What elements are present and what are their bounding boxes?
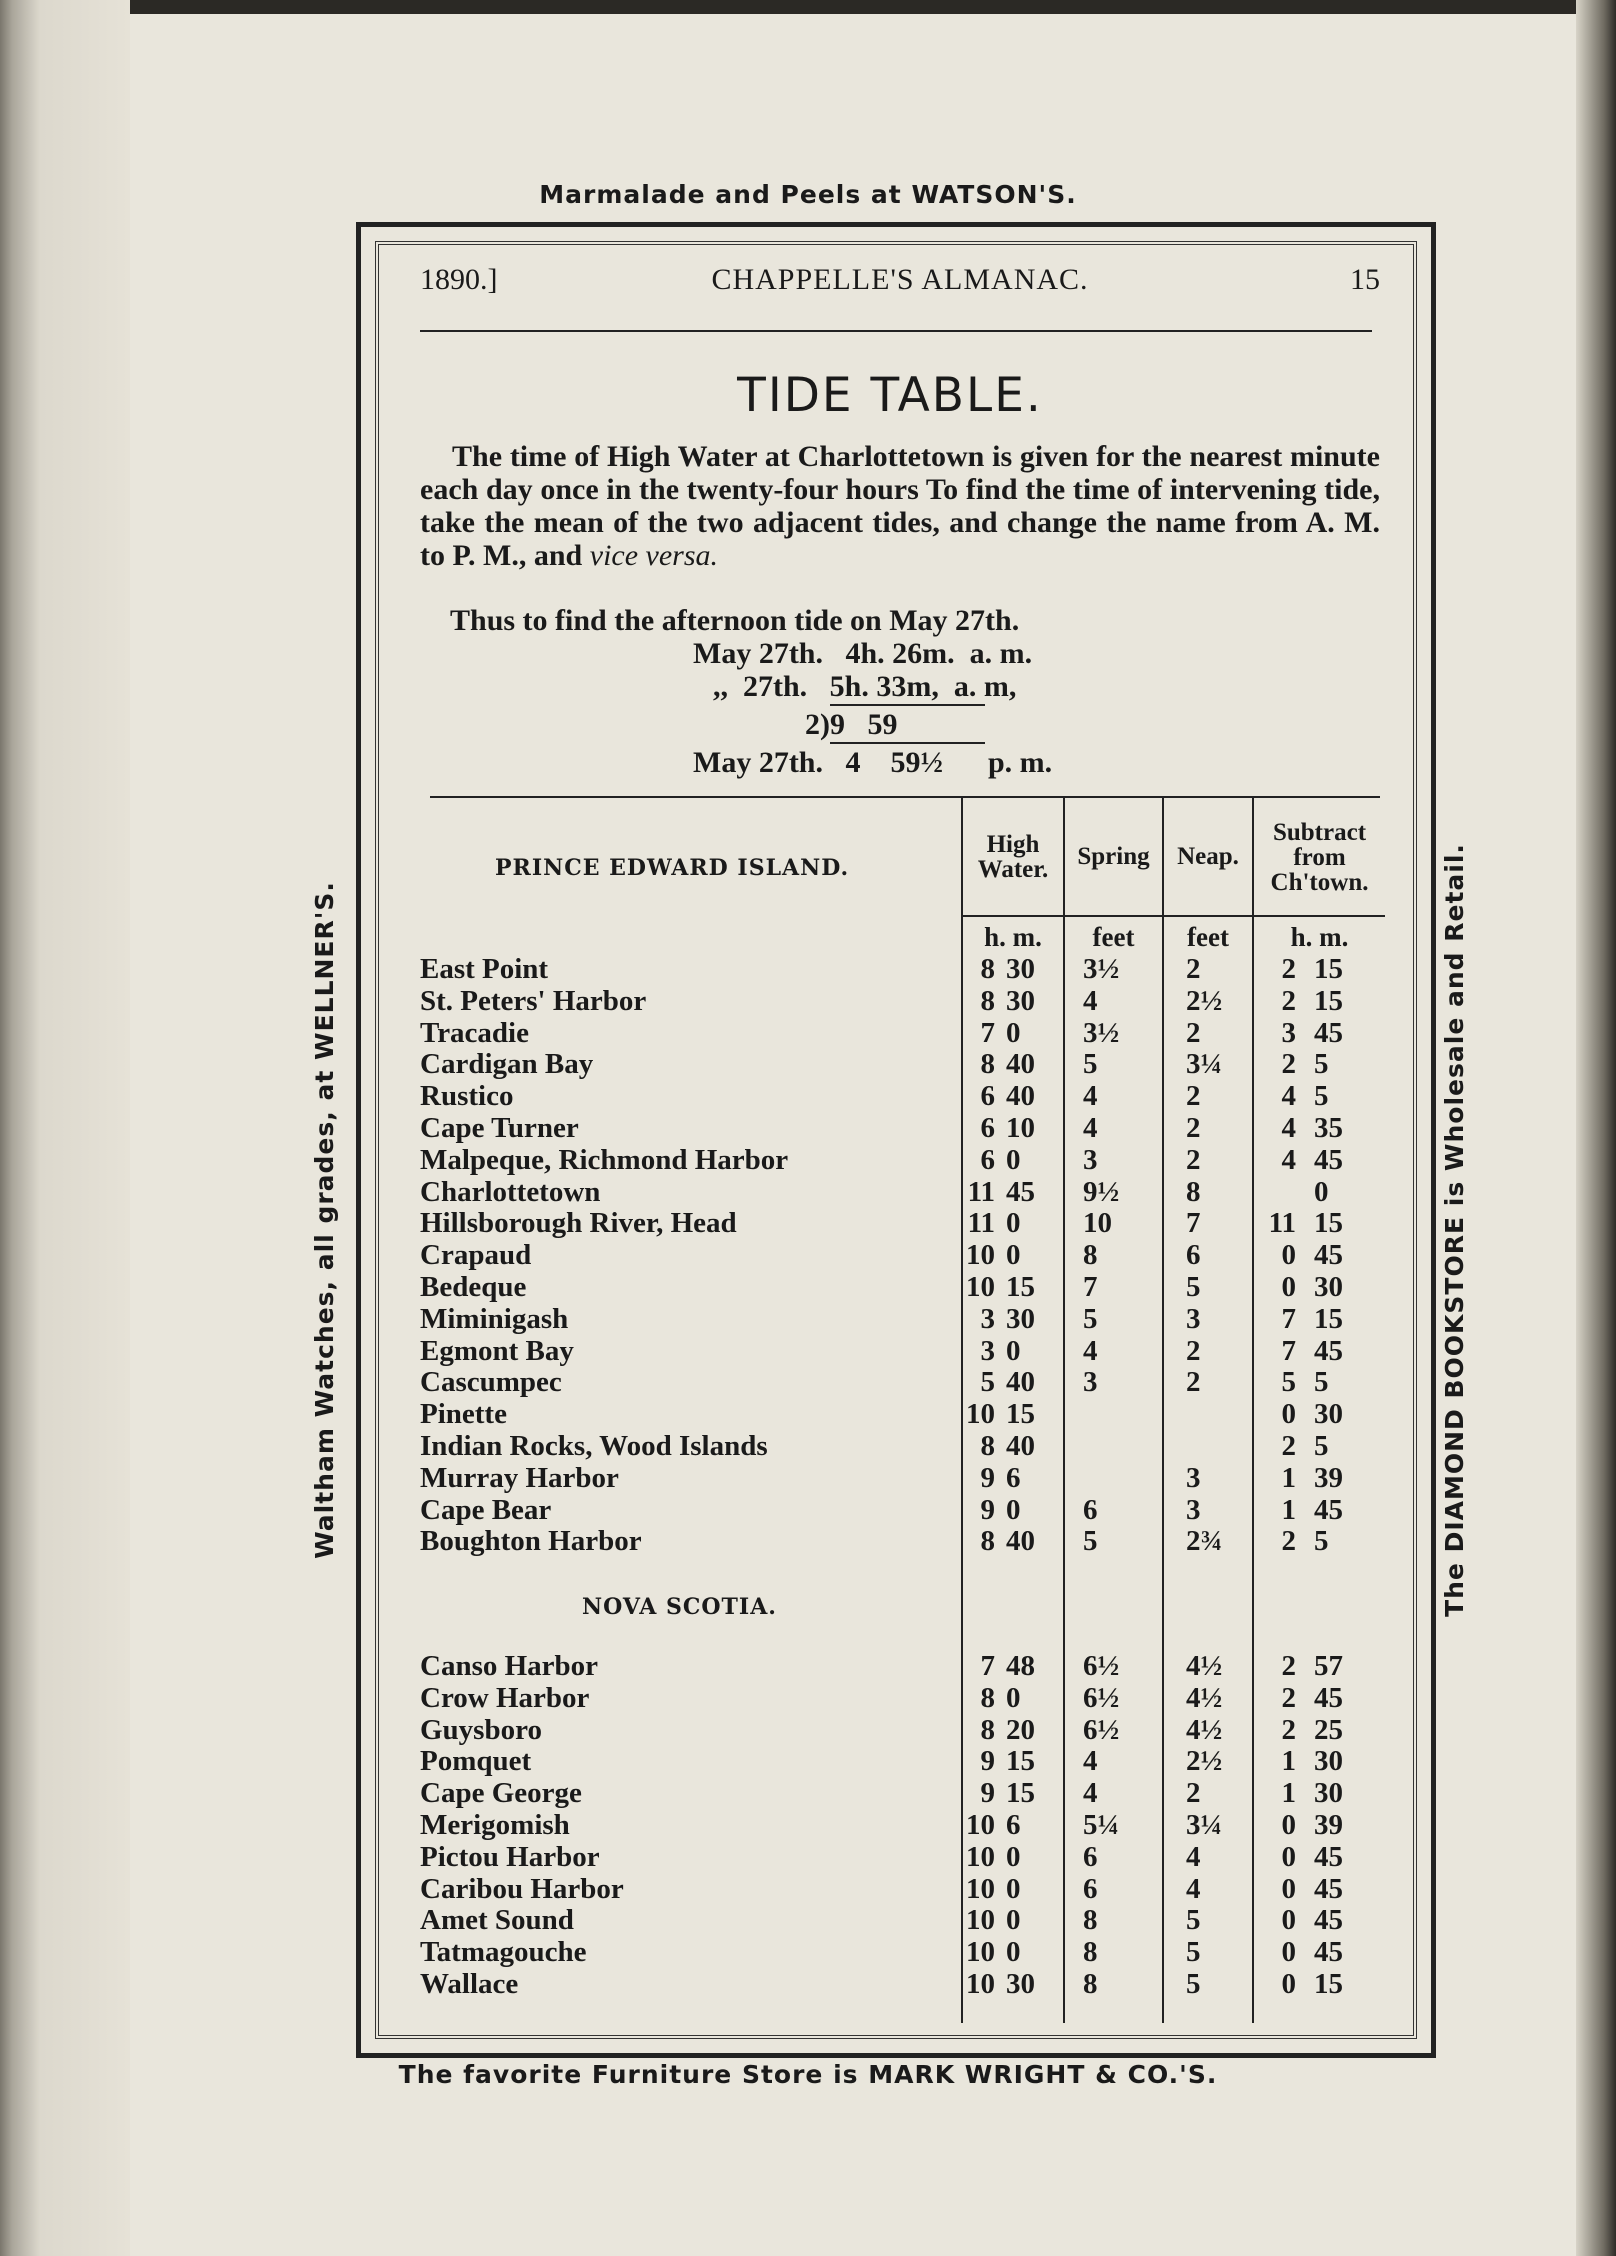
spring-feet: 4	[1083, 984, 1098, 1017]
col-header-high-water-1: High	[986, 831, 1040, 858]
high-water-hours: 8	[980, 1048, 995, 1081]
subtract-minutes: 15	[1314, 1207, 1343, 1240]
neap-feet: 2	[1186, 953, 1201, 985]
subtract-hours: 11	[1268, 1207, 1296, 1240]
place-name: Tracadie	[420, 1016, 529, 1049]
spring-feet: 6	[1083, 1840, 1098, 1873]
high-water-hours: 9	[980, 1745, 995, 1778]
subtract-hours: 1	[1281, 1493, 1296, 1526]
subtract-minutes: 30	[1314, 1271, 1343, 1303]
subtract-hours: 0	[1281, 1936, 1296, 1969]
subtract-minutes: 0	[1314, 1175, 1329, 1208]
place-name: Rustico	[420, 1080, 514, 1113]
running-head	[420, 263, 1380, 303]
high-water-minutes: 15	[1006, 1777, 1035, 1810]
spring-feet: 7	[1083, 1271, 1098, 1303]
table-row	[420, 1904, 1385, 1936]
subtract-minutes: 15	[1314, 1968, 1343, 2000]
place-name: Hillsborough River, Head	[420, 1207, 737, 1240]
high-water-minutes: 48	[1006, 1650, 1035, 1682]
high-water-hours: 7	[980, 1016, 995, 1049]
table-row	[420, 1335, 1385, 1367]
subtract-minutes: 45	[1314, 1681, 1343, 1714]
neap-feet: 4	[1186, 1840, 1201, 1873]
high-water-minutes: 0	[1006, 1681, 1021, 1714]
high-water-hours: 9	[980, 1777, 995, 1810]
high-water-minutes: 30	[1006, 1302, 1035, 1335]
ad-bottom: The favorite Furniture Store is MARK WRIGHT & CO.'S.	[398, 2060, 1218, 2089]
neap-feet: 4½	[1186, 1650, 1223, 1682]
table-row	[420, 1809, 1385, 1841]
table-row	[420, 1303, 1385, 1335]
table-row	[420, 1873, 1385, 1905]
subtract-minutes: 5	[1314, 1366, 1329, 1399]
subtract-minutes: 30	[1314, 1398, 1343, 1431]
subtract-minutes: 15	[1314, 1302, 1343, 1335]
table-row	[420, 1048, 1385, 1080]
neap-feet: 2	[1186, 1366, 1201, 1399]
binding-gutter	[0, 0, 130, 2256]
subtract-minutes: 45	[1314, 1334, 1343, 1367]
page-edge-right	[1576, 0, 1616, 2256]
high-water-minutes: 15	[1006, 1271, 1035, 1303]
high-water-minutes: 40	[1006, 1525, 1035, 1558]
subtract-minutes: 45	[1314, 1840, 1343, 1873]
high-water-hours: 10	[966, 1872, 995, 1905]
subtract-hours: 3	[1281, 1016, 1296, 1049]
high-water-hours: 10	[966, 1809, 995, 1841]
subtract-minutes: 15	[1314, 984, 1343, 1017]
page-title: TIDE TABLE.	[737, 368, 1043, 423]
place-name: Canso Harbor	[420, 1650, 599, 1682]
table-row	[420, 1714, 1385, 1746]
high-water-minutes: 0	[1006, 1334, 1021, 1367]
table-row	[420, 1494, 1385, 1526]
subtract-minutes: 45	[1314, 1872, 1343, 1905]
subtract-hours: 7	[1281, 1302, 1296, 1335]
high-water-minutes: 0	[1006, 1239, 1021, 1272]
high-water-hours: 10	[966, 1904, 995, 1937]
subtract-minutes: 5	[1314, 1080, 1329, 1113]
col-header-subtract-3: Ch'town.	[1270, 869, 1369, 896]
high-water-minutes: 40	[1006, 1080, 1035, 1113]
unit-spring: feet	[1092, 922, 1135, 952]
table-row	[420, 1462, 1385, 1494]
high-water-hours: 8	[980, 1525, 995, 1558]
neap-feet: 2	[1186, 1777, 1201, 1810]
ad-right: The DIAMOND BOOKSTORE is Wholesale and Retail.	[1440, 843, 1469, 1617]
table-row	[420, 1017, 1385, 1049]
neap-feet: 2½	[1186, 1745, 1223, 1778]
subtract-hours: 2	[1281, 984, 1296, 1017]
spring-feet: 4	[1083, 1745, 1098, 1778]
high-water-hours: 10	[966, 1936, 995, 1969]
spring-feet: 9½	[1083, 1175, 1120, 1208]
high-water-minutes: 0	[1006, 1493, 1021, 1526]
running-head-title: CHAPPELLE'S ALMANAC.	[711, 263, 1089, 296]
table-row	[420, 1239, 1385, 1271]
place-name: Murray Harbor	[420, 1461, 619, 1494]
high-water-minutes: 15	[1006, 1745, 1035, 1778]
neap-feet: 5	[1186, 1968, 1201, 2000]
spring-feet: 5	[1083, 1302, 1098, 1335]
high-water-minutes: 40	[1006, 1430, 1035, 1462]
place-name: East Point	[420, 953, 549, 985]
example-divide-rule	[830, 742, 985, 744]
table-row	[420, 953, 1385, 985]
spring-feet: 4	[1083, 1777, 1098, 1810]
col-header-high-water	[963, 832, 1063, 882]
subtract-minutes: 45	[1314, 1239, 1343, 1272]
table-row	[420, 1777, 1385, 1809]
high-water-hours: 3	[980, 1302, 995, 1335]
place-name: Bedeque	[420, 1271, 527, 1303]
high-water-minutes: 0	[1006, 1016, 1021, 1049]
neap-feet: 2½	[1186, 984, 1223, 1017]
table-row	[420, 1841, 1385, 1873]
spring-feet: 8	[1083, 1239, 1098, 1272]
subtract-hours: 7	[1281, 1334, 1296, 1367]
neap-feet: 4	[1186, 1872, 1201, 1905]
col-header-subtract-2: from	[1293, 844, 1346, 871]
high-water-minutes: 20	[1006, 1713, 1035, 1746]
neap-feet: 2	[1186, 1112, 1201, 1144]
subtract-hours: 0	[1281, 1809, 1296, 1841]
subtract-hours: 1	[1281, 1745, 1296, 1778]
high-water-hours: 10	[966, 1398, 995, 1431]
subtract-minutes: 35	[1314, 1112, 1343, 1144]
place-name: St. Peters' Harbor	[420, 984, 647, 1017]
subtract-hours: 4	[1281, 1112, 1296, 1144]
place-name: Cape Bear	[420, 1493, 552, 1526]
tide-table	[420, 798, 1385, 2023]
high-water-minutes: 0	[1006, 1840, 1021, 1873]
high-water-minutes: 30	[1006, 984, 1035, 1017]
spring-feet: 8	[1083, 1968, 1098, 2000]
subtract-hours: 2	[1281, 1713, 1296, 1746]
neap-feet: 7	[1186, 1207, 1201, 1240]
page-edge-top	[0, 0, 1616, 14]
high-water-hours: 11	[967, 1175, 995, 1208]
table-row	[420, 1682, 1385, 1714]
subtract-hours: 4	[1281, 1143, 1296, 1176]
subtract-minutes: 30	[1314, 1777, 1343, 1810]
place-name: Crapaud	[420, 1239, 532, 1272]
place-name: Cape Turner	[420, 1112, 579, 1144]
high-water-hours: 8	[980, 1713, 995, 1746]
table-row	[420, 1366, 1385, 1398]
spring-feet: 4	[1083, 1334, 1098, 1367]
high-water-hours: 3	[980, 1334, 995, 1367]
intro-text: The time of High Water at Charlottetown is given for the nearest minute each day once in the twenty-four hours To find the time of intervening tide, take the mean of the two adjacent tides, and change the name from A. M. to P. M., and	[420, 440, 1380, 572]
neap-feet: 3	[1186, 1493, 1201, 1526]
table-row	[420, 1968, 1385, 2000]
col-header-neap: Neap.	[1177, 843, 1239, 870]
high-water-hours: 6	[980, 1112, 995, 1144]
high-water-minutes: 15	[1006, 1398, 1035, 1431]
subtract-hours: 2	[1281, 1650, 1296, 1682]
subtract-hours: 2	[1281, 953, 1296, 985]
table-row	[420, 1144, 1385, 1176]
neap-feet: 6	[1186, 1239, 1201, 1272]
high-water-hours: 8	[980, 1430, 995, 1462]
table-row	[420, 985, 1385, 1017]
subtract-minutes: 45	[1314, 1904, 1343, 1937]
spring-feet: 8	[1083, 1936, 1098, 1969]
table-row	[420, 1936, 1385, 1968]
table-row	[420, 1271, 1385, 1303]
spring-feet: 4	[1083, 1080, 1098, 1113]
spring-feet: 8	[1083, 1904, 1098, 1937]
neap-feet: 2	[1186, 1143, 1201, 1176]
subtract-hours: 0	[1281, 1968, 1296, 2000]
high-water-minutes: 0	[1006, 1904, 1021, 1937]
subtract-hours: 0	[1281, 1872, 1296, 1905]
high-water-minutes: 6	[1006, 1809, 1021, 1841]
subtract-minutes: 39	[1314, 1809, 1343, 1841]
table-row	[420, 1112, 1385, 1144]
spring-feet: 6½	[1083, 1650, 1120, 1682]
running-head-year: 1890.]	[420, 263, 498, 296]
high-water-minutes: 40	[1006, 1048, 1035, 1081]
ad-left: Waltham Watches, all grades, at WELLNER'S.	[310, 881, 339, 1559]
table-row	[420, 1430, 1385, 1462]
subtract-minutes: 5	[1314, 1430, 1329, 1462]
table-row	[420, 1650, 1385, 1682]
high-water-hours: 11	[967, 1207, 995, 1240]
place-name: Crow Harbor	[420, 1681, 590, 1714]
spring-feet: 6½	[1083, 1713, 1120, 1746]
high-water-hours: 10	[966, 1271, 995, 1303]
subtract-minutes: 45	[1314, 1493, 1343, 1526]
neap-feet: 8	[1186, 1175, 1201, 1208]
subtract-minutes: 57	[1314, 1650, 1343, 1682]
high-water-hours: 8	[980, 953, 995, 985]
neap-feet: 3¼	[1186, 1048, 1223, 1081]
unit-subtract: h. m.	[1290, 922, 1349, 952]
place-name: Tatmagouche	[420, 1936, 587, 1969]
subtract-hours: 0	[1281, 1840, 1296, 1873]
table-row	[420, 1080, 1385, 1112]
high-water-hours: 5	[980, 1366, 995, 1399]
neap-feet: 5	[1186, 1904, 1201, 1937]
subtract-hours: 1	[1281, 1777, 1296, 1810]
neap-feet: 2	[1186, 1016, 1201, 1049]
place-name: Boughton Harbor	[420, 1525, 642, 1558]
spring-feet: 6½	[1083, 1681, 1120, 1714]
high-water-hours: 9	[980, 1493, 995, 1526]
place-name: Cape George	[420, 1777, 582, 1810]
neap-feet: 5	[1186, 1271, 1201, 1303]
subtract-minutes: 30	[1314, 1745, 1343, 1778]
col-header-subtract	[1254, 820, 1385, 895]
high-water-hours: 6	[980, 1143, 995, 1176]
table-row	[420, 1525, 1385, 1557]
place-name: Miminigash	[420, 1302, 569, 1335]
spring-feet: 10	[1083, 1207, 1112, 1240]
spring-feet: 6	[1083, 1493, 1098, 1526]
subtract-hours: 0	[1281, 1271, 1296, 1303]
high-water-minutes: 30	[1006, 1968, 1035, 2000]
high-water-minutes: 45	[1006, 1175, 1035, 1208]
subtract-hours: 0	[1281, 1904, 1296, 1937]
subtract-hours: 0	[1281, 1239, 1296, 1272]
intro-paragraph	[420, 440, 1380, 572]
place-name: Wallace	[420, 1968, 519, 2000]
spring-feet: 5	[1083, 1048, 1098, 1081]
neap-feet: 3	[1186, 1461, 1201, 1494]
high-water-minutes: 40	[1006, 1366, 1035, 1399]
unit-neap: feet	[1187, 922, 1229, 952]
subtract-hours: 2	[1281, 1048, 1296, 1081]
page-number: 15	[1350, 263, 1380, 296]
place-name: Pictou Harbor	[420, 1840, 600, 1873]
neap-feet: 4½	[1186, 1713, 1223, 1746]
table-row	[420, 1745, 1385, 1777]
neap-feet: 2	[1186, 1334, 1201, 1367]
neap-feet: 4½	[1186, 1681, 1223, 1714]
neap-feet: 2¾	[1186, 1525, 1223, 1558]
place-name: Charlottetown	[420, 1175, 601, 1208]
subtract-minutes: 5	[1314, 1048, 1329, 1081]
high-water-hours: 10	[966, 1968, 995, 2000]
place-name: Pinette	[420, 1398, 507, 1431]
high-water-minutes: 0	[1006, 1143, 1021, 1176]
neap-feet: 2	[1186, 1080, 1201, 1113]
subtract-hours: 4	[1281, 1080, 1296, 1113]
table-row	[420, 1207, 1385, 1239]
place-name: Indian Rocks, Wood Islands	[420, 1430, 768, 1462]
place-name: Guysboro	[420, 1713, 542, 1746]
spring-feet: 3	[1083, 1366, 1098, 1399]
example-sum-rule	[830, 704, 985, 706]
place-name: Pomquet	[420, 1745, 532, 1778]
subtract-hours: 1	[1281, 1461, 1296, 1494]
ad-top: Marmalade and Peels at WATSON'S.	[539, 180, 1077, 209]
example-lead: Thus to find the afternoon tide on May 27th.	[450, 604, 1020, 637]
subtract-minutes: 25	[1314, 1713, 1343, 1746]
table-row	[420, 1398, 1385, 1430]
place-name: Cascumpec	[420, 1366, 562, 1399]
col-header-subtract-1: Subtract	[1272, 819, 1367, 846]
high-water-hours: 10	[966, 1840, 995, 1873]
neap-feet: 3¼	[1186, 1809, 1223, 1841]
subtract-hours: 0	[1281, 1398, 1296, 1431]
place-name: Merigomish	[420, 1809, 570, 1841]
subtract-hours: 2	[1281, 1525, 1296, 1558]
head-rule	[420, 330, 1372, 332]
subtract-minutes: 15	[1314, 953, 1343, 985]
high-water-minutes: 0	[1006, 1936, 1021, 1969]
neap-feet: 5	[1186, 1936, 1201, 1969]
example-line-4: May 27th. 4 59½ p. m.	[693, 746, 1053, 779]
unit-high-water: h. m.	[984, 922, 1042, 952]
neap-feet: 3	[1186, 1302, 1201, 1335]
spring-feet: 3½	[1083, 953, 1120, 985]
spring-feet: 3	[1083, 1143, 1098, 1176]
spring-feet: 5	[1083, 1525, 1098, 1558]
col-header-high-water-2: Water.	[977, 856, 1049, 883]
subtract-minutes: 45	[1314, 1016, 1343, 1049]
high-water-hours: 8	[980, 1681, 995, 1714]
spring-feet: 4	[1083, 1112, 1098, 1144]
intro-italic: vice versa.	[589, 539, 719, 572]
subtract-hours: 5	[1281, 1366, 1296, 1399]
high-water-hours: 10	[966, 1239, 995, 1272]
col-header-spring: Spring	[1077, 843, 1150, 870]
high-water-minutes: 0	[1006, 1872, 1021, 1905]
subtract-minutes: 39	[1314, 1461, 1343, 1494]
subtract-hours: 2	[1281, 1430, 1296, 1462]
high-water-hours: 8	[980, 984, 995, 1017]
subtract-minutes: 45	[1314, 1936, 1343, 1969]
example-line-1: May 27th. 4h. 26m. a. m.	[693, 637, 1033, 670]
spring-feet: 6	[1083, 1872, 1098, 1905]
example-line-2: ,, 27th. 5h. 33m, a. m,	[713, 670, 1017, 703]
table-row	[420, 1176, 1385, 1208]
place-name: Caribou Harbor	[420, 1872, 624, 1905]
subtract-minutes: 5	[1314, 1525, 1329, 1558]
spring-feet: 3½	[1083, 1016, 1120, 1049]
high-water-hours: 9	[980, 1461, 995, 1494]
subtract-hours: 2	[1281, 1681, 1296, 1714]
place-name: Amet Sound	[420, 1904, 574, 1937]
section-header-pei: PRINCE EDWARD ISLAND.	[495, 855, 850, 881]
high-water-minutes: 0	[1006, 1207, 1021, 1240]
subtract-minutes: 45	[1314, 1143, 1343, 1176]
place-name: Cardigan Bay	[420, 1048, 594, 1081]
high-water-minutes: 10	[1006, 1112, 1035, 1144]
high-water-minutes: 30	[1006, 953, 1035, 985]
high-water-minutes: 6	[1006, 1461, 1021, 1494]
high-water-hours: 6	[980, 1080, 995, 1113]
example-line-3: 2)9 59	[805, 708, 898, 741]
place-name: Malpeque, Richmond Harbor	[420, 1143, 789, 1176]
header-rule	[963, 915, 1385, 917]
section-header-nova-scotia: NOVA SCOTIA.	[582, 1594, 777, 1620]
high-water-hours: 7	[980, 1650, 995, 1682]
place-name: Egmont Bay	[420, 1334, 574, 1367]
spring-feet: 5¼	[1083, 1809, 1120, 1841]
